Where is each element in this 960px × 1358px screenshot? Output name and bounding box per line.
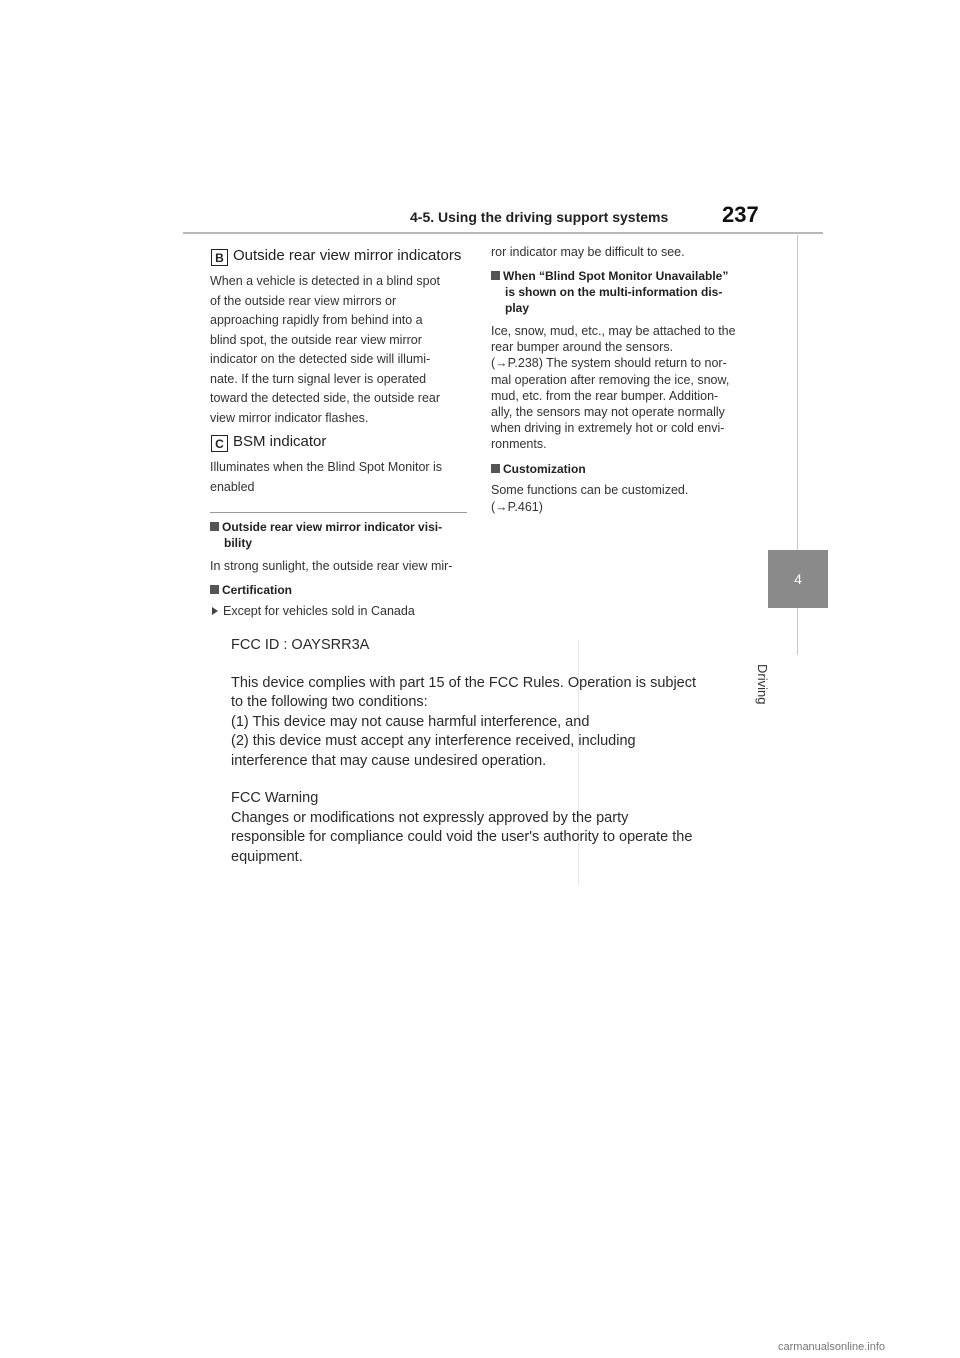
fcc-line: to the following two conditions:: [231, 694, 428, 710]
body-line: (→P.238) The system should return to nor-: [491, 356, 727, 371]
body-line: nate. If the turn signal lever is operated: [210, 371, 427, 386]
body-line: indicator on the detected side will illumi-: [210, 352, 431, 366]
body-line: toward the detected side, the outside rear: [210, 391, 441, 405]
body-line: blind spot, the outside rear view mirror: [210, 332, 422, 347]
square-bullet-icon: [210, 585, 219, 594]
certification-heading: Certification: [210, 582, 292, 598]
body-line: rear bumper around the sensors.: [491, 340, 674, 355]
visibility-body: In strong sunlight, the outside rear view mir-: [210, 559, 453, 573]
fcc-id: FCC ID : OAYSRR3A: [231, 637, 370, 653]
certification-bullet: Except for vehicles sold in Canada: [212, 604, 415, 618]
visibility-heading: Outside rear view mirror indicator visi- bility: [210, 519, 475, 551]
chapter-number: 4: [794, 571, 802, 587]
badge-b: B: [211, 249, 228, 266]
fcc-line: Changes or modifications not expressly approved by the party: [231, 809, 629, 826]
body-line: Illuminates when the Blind Spot Monitor is: [210, 460, 443, 474]
unavailable-body: [491, 323, 756, 453]
header-rule: [183, 232, 823, 234]
body-line: (→P.461): [491, 499, 543, 514]
section-title: 4-5. Using the driving support systems: [410, 209, 669, 225]
body-line: ally, the sensors may not operate normally: [491, 405, 725, 420]
body-line: enabled: [210, 479, 255, 494]
chapter-label-wrap: [755, 620, 800, 705]
body-line: when driving in extremely hot or cold envi-: [491, 421, 725, 436]
fcc-line: equipment.: [231, 848, 303, 865]
fcc-line: responsible for compliance could void the user's authority to operate the: [231, 829, 693, 845]
chapter-label: Driving: [755, 664, 770, 705]
triangle-bullet-icon: [212, 607, 218, 615]
square-bullet-icon: [491, 271, 500, 280]
continuation-text: ror indicator may be difficult to see.: [491, 245, 685, 259]
body-line: When a vehicle is detected in a blind spot: [210, 274, 440, 288]
item-c-body: [210, 458, 470, 497]
fcc-line: (2) this device must accept any interference received, including: [231, 733, 636, 749]
body-line: view mirror indicator flashes.: [210, 410, 369, 425]
item-b-title: Outside rear view mirror indicators: [233, 247, 462, 264]
watermark-link[interactable]: carmanualsonline.info: [778, 1341, 886, 1353]
item-b-body: [210, 272, 470, 428]
customization-body: [491, 482, 688, 515]
page-number: 237: [722, 202, 759, 227]
body-line: mud, etc. from the rear bumper. Addition-: [491, 388, 719, 403]
section-divider: [210, 512, 467, 513]
square-bullet-icon: [491, 464, 500, 473]
badge-c: C: [211, 435, 228, 452]
square-bullet-icon: [210, 522, 219, 531]
body-line: ronments.: [491, 437, 547, 452]
body-line: approaching rapidly from behind into a: [210, 313, 423, 327]
unavailable-heading: When “Blind Spot Monitor Unavailable” is shown on the multi-information dis- play: [491, 268, 756, 316]
fcc-warning-title: FCC Warning: [231, 790, 319, 806]
chapter-tab[interactable]: [768, 550, 828, 608]
item-c-title: BSM indicator: [233, 433, 327, 450]
fcc-statement: [231, 636, 751, 867]
body-line: mal operation after removing the ice, snow,: [491, 372, 730, 387]
fcc-line: This device complies with part 15 of the FCC Rules. Operation is subject: [231, 674, 697, 691]
body-line: of the outside rear view mirrors or: [210, 293, 397, 308]
customization-heading: Customization: [491, 461, 586, 477]
body-line: Ice, snow, mud, etc., may be attached to the: [491, 324, 736, 338]
body-line: Some functions can be customized.: [491, 483, 689, 497]
fcc-line: interference that may cause undesired operation.: [231, 752, 547, 769]
fcc-line: (1) This device may not cause harmful interference, and: [231, 713, 590, 730]
